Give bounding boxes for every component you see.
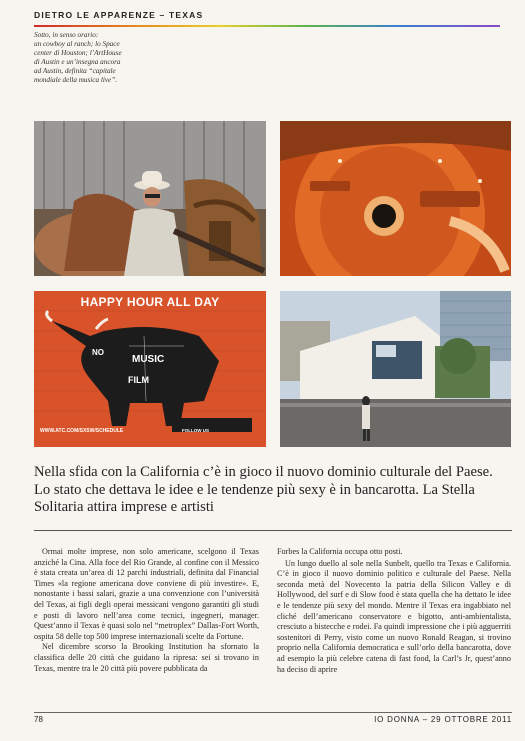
body-paragraph: Un lungo duello al sole nella Sunbelt, quello tra Texas e California. C’è in gioco il nuovo dominio politico e culturale del Paese. Nella seconda metà del Novecento la patria della Silicon Valley e di Hollywood, del surf e di Slow food è stata quella che ha dettato le idee e le tendenze più sexy del mondo. Mentre il Texas era ingabbiato nel cliché dell’americano conservatore e bigotto, anti-ambientalista, cresciuto a bistecche e rodei. Fa quindi impressione che i più agguerriti sostenitori di Perry, visto come un nuovo Ronald Reagan, si trovino proprio nella California democratica e sull’orlo della bancarotta, dove ad esempio la più celebre catena di fast food, la Carl’s Jr, quest’anno ha deciso di aprire <box>277 558 511 674</box>
mural-word-film: FILM <box>128 375 149 385</box>
body-paragraph: Nel dicembre scorso la Brooking Institution ha sfornato la classifica delle 20 città che guidano la ripresa: sei si trovano in Texas, mentre tra le 20 città più povere pubblicata da <box>34 642 259 673</box>
body-paragraph: Ormai molte imprese, non solo americane, scelgono il Texas anziché la Cina. Alla foce del Rio Grande, al confine con il Messico è stata creata un’area di 12 parchi industriali, definita dal Financial Times «la regione americana dove conviene di più investire». E, nonostante i bassi salari, grazie a una convenzione con l’università del Texas, ai figli degli operai messicani vengono garantiti gli studi e posti di lavoro nell’area come tecnici, ingegneri, manager. Quest’anno il Texas è quasi solo nel “metroplex” Dallas-Fort Worth, ospita 58 delle top 500 imprese internazionali scelte da Fortune. <box>34 547 259 641</box>
mural-banner: HAPPY HOUR ALL DAY <box>80 295 220 309</box>
header-color-rule <box>34 25 500 27</box>
issue-info: IO DONNA – 29 OTTOBRE 2011 <box>374 715 512 724</box>
mural-word-no: NO <box>92 348 104 357</box>
photo-cowboy-ranch <box>34 121 266 276</box>
mural-follow: FOLLOW US <box>182 428 209 433</box>
body-paragraph: Forbes la California occupa otto posti. <box>277 547 403 556</box>
section-header <box>34 10 500 28</box>
footer-rule <box>34 712 512 713</box>
photo-austin-mural <box>34 291 266 447</box>
photo-caption: Sotto, in senso orario: un cowboy al ranch; lo Space center di Houston; l’ArtHouse di Austin e un’insegna ancora ad Austin, definita “capitale mondiale della musica live”. <box>34 31 122 84</box>
page-number: 78 <box>34 715 43 724</box>
pull-quote: Nella sfida con la California c’è in gioco il nuovo dominio culturale del Paese. Lo stato che dettava le idee e le tendenze più sexy è in bancarotta. La Stella Solitaria attira imprese e artisti <box>34 464 493 516</box>
page-footer <box>34 712 512 726</box>
photo-space-center <box>280 121 511 276</box>
body-column-2 <box>277 547 511 675</box>
arthouse-illustration <box>280 291 511 447</box>
mural-url: WWW.ATC.COM/SXSW/SCHEDULE <box>40 428 124 434</box>
cowboy-illustration <box>34 121 266 276</box>
pull-quote-divider <box>34 530 512 531</box>
space-center-illustration <box>280 121 511 276</box>
photo-arthouse-austin <box>280 291 511 447</box>
mural-illustration <box>34 291 266 447</box>
body-column-1 <box>34 547 259 674</box>
mural-word-music: MUSIC <box>132 354 165 365</box>
section-title: DIETRO LE APPARENZE – TEXAS <box>34 10 204 20</box>
